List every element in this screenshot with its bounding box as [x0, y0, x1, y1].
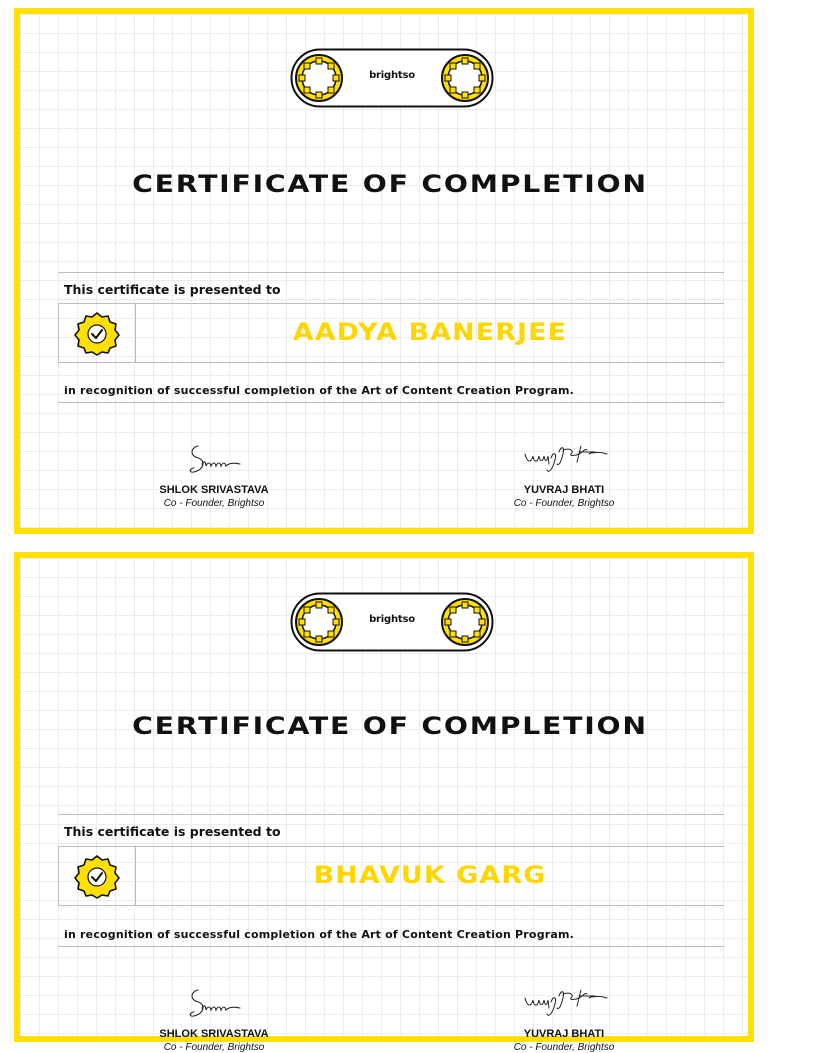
recognition-text: in recognition of successful completion of the Art of Content Creation Program. — [64, 384, 575, 397]
brand-name: brightso — [369, 70, 415, 81]
divider — [58, 402, 724, 403]
presented-to-label: This certificate is presented to — [64, 282, 281, 297]
signature-image — [519, 440, 609, 480]
signatory-name: SHLOK SRIVASTAVA — [159, 484, 269, 496]
divider — [58, 814, 724, 815]
signatory-name: YUVRAJ BHATI — [523, 484, 605, 496]
signatory-block — [454, 440, 674, 509]
recipient-box — [58, 303, 724, 363]
certificate-title: CERTIFICATE OF COMPLETION — [132, 170, 648, 198]
recipient-name: BHAVUK GARG — [313, 861, 547, 889]
recipient-box — [58, 846, 724, 906]
certificate-card — [14, 552, 754, 1053]
signatory-role: Co - Founder, Brightso — [163, 498, 265, 509]
signature-image — [184, 984, 244, 1024]
divider — [58, 272, 724, 273]
signatory-block — [104, 440, 324, 509]
presented-to-label: This certificate is presented to — [64, 824, 281, 839]
signature-image — [519, 984, 609, 1024]
certificate-card — [14, 8, 754, 534]
signatory-role: Co - Founder, Brightso — [513, 1042, 615, 1053]
signatory-block — [454, 984, 674, 1053]
divider — [58, 946, 724, 947]
signature-image — [184, 440, 244, 480]
brightso-logo — [290, 592, 494, 652]
certificate-title: CERTIFICATE OF COMPLETION — [132, 712, 648, 740]
signatory-role: Co - Founder, Brightso — [513, 498, 615, 509]
brightso-logo — [290, 48, 494, 108]
signatory-role: Co - Founder, Brightso — [163, 1042, 265, 1053]
signatory-name: SHLOK SRIVASTAVA — [159, 1028, 269, 1040]
signatory-name: YUVRAJ BHATI — [523, 1028, 605, 1040]
recipient-name: AADYA BANERJEE — [292, 318, 568, 346]
brand-name: brightso — [369, 614, 415, 625]
recognition-text: in recognition of successful completion of the Art of Content Creation Program. — [64, 928, 575, 941]
signatory-block — [104, 984, 324, 1053]
